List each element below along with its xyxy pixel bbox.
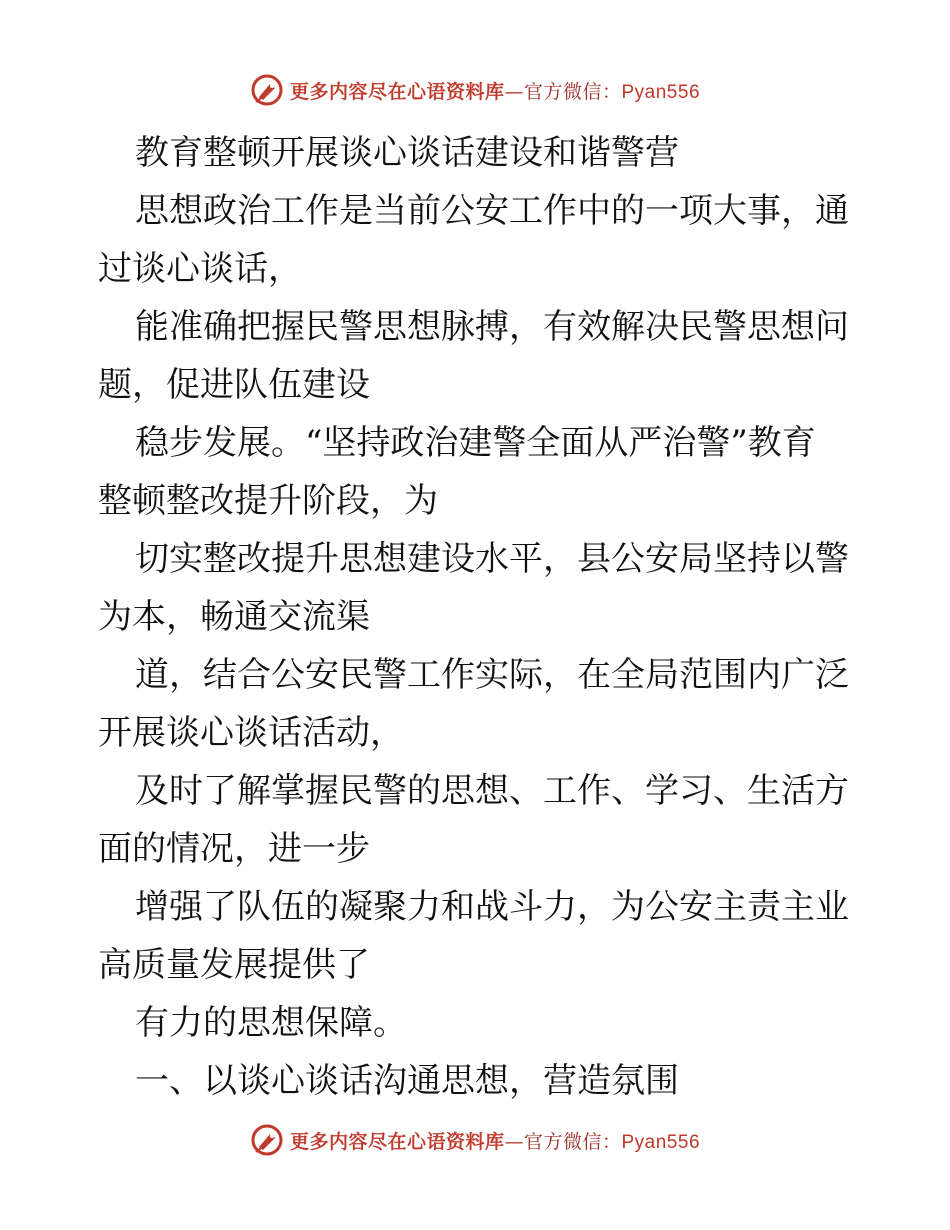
footer-banner (0, 1122, 950, 1158)
banner-title: 更多内容尽在心语资料库 (289, 80, 505, 103)
paragraph-line: 思想政治工作是当前公安工作中的一项大事，通 (135, 191, 849, 231)
paragraph-line: 为本，畅通交流渠 (98, 597, 370, 637)
pen-nib-logo-icon (250, 1123, 284, 1157)
paragraph-line: 及时了解掌握民警的思想、工作、学习、生活方 (135, 771, 849, 811)
banner-wechat-id: Pyan556 (621, 81, 701, 103)
pen-nib-logo-icon (250, 73, 284, 107)
paragraph-line: 题，促进队伍建设 (98, 365, 370, 405)
banner-wechat-label: 官方微信： (523, 1130, 622, 1153)
banner-separator: — (504, 1130, 524, 1153)
paragraph-line: 过谈心谈话， (98, 249, 302, 289)
document-title: 教育整顿开展谈心谈话建设和谐警营 (135, 133, 679, 173)
paragraph-line: 整顿整改提升阶段，为 (98, 481, 438, 521)
paragraph-line: 有力的思想保障。 (135, 1003, 407, 1043)
banner-text (290, 1127, 700, 1154)
section-heading: 一、以谈心谈话沟通思想，营造氛围 (135, 1061, 679, 1101)
paragraph-line: 稳步发展。“坚持政治建警全面从严治警”教育 (135, 423, 816, 463)
banner-wechat-id: Pyan556 (621, 1131, 701, 1153)
paragraph-line: 道，结合公安民警工作实际，在全局范围内广泛 (135, 655, 849, 695)
paragraph-line: 增强了队伍的凝聚力和战斗力，为公安主责主业 (135, 887, 849, 927)
document-body (98, 124, 850, 1110)
header-banner (0, 72, 950, 108)
paragraph-line: 切实整改提升思想建设水平，县公安局坚持以警 (135, 539, 849, 579)
paragraph-line: 能准确把握民警思想脉搏，有效解决民警思想问 (135, 307, 849, 347)
banner-text (290, 77, 700, 104)
paragraph-line: 高质量发展提供了 (98, 945, 370, 985)
paragraph-line: 开展谈心谈话活动， (98, 713, 404, 753)
paragraph-line: 面的情况，进一步 (98, 829, 370, 869)
banner-wechat-label: 官方微信： (523, 80, 622, 103)
banner-title: 更多内容尽在心语资料库 (289, 1130, 505, 1153)
banner-separator: — (504, 80, 524, 103)
